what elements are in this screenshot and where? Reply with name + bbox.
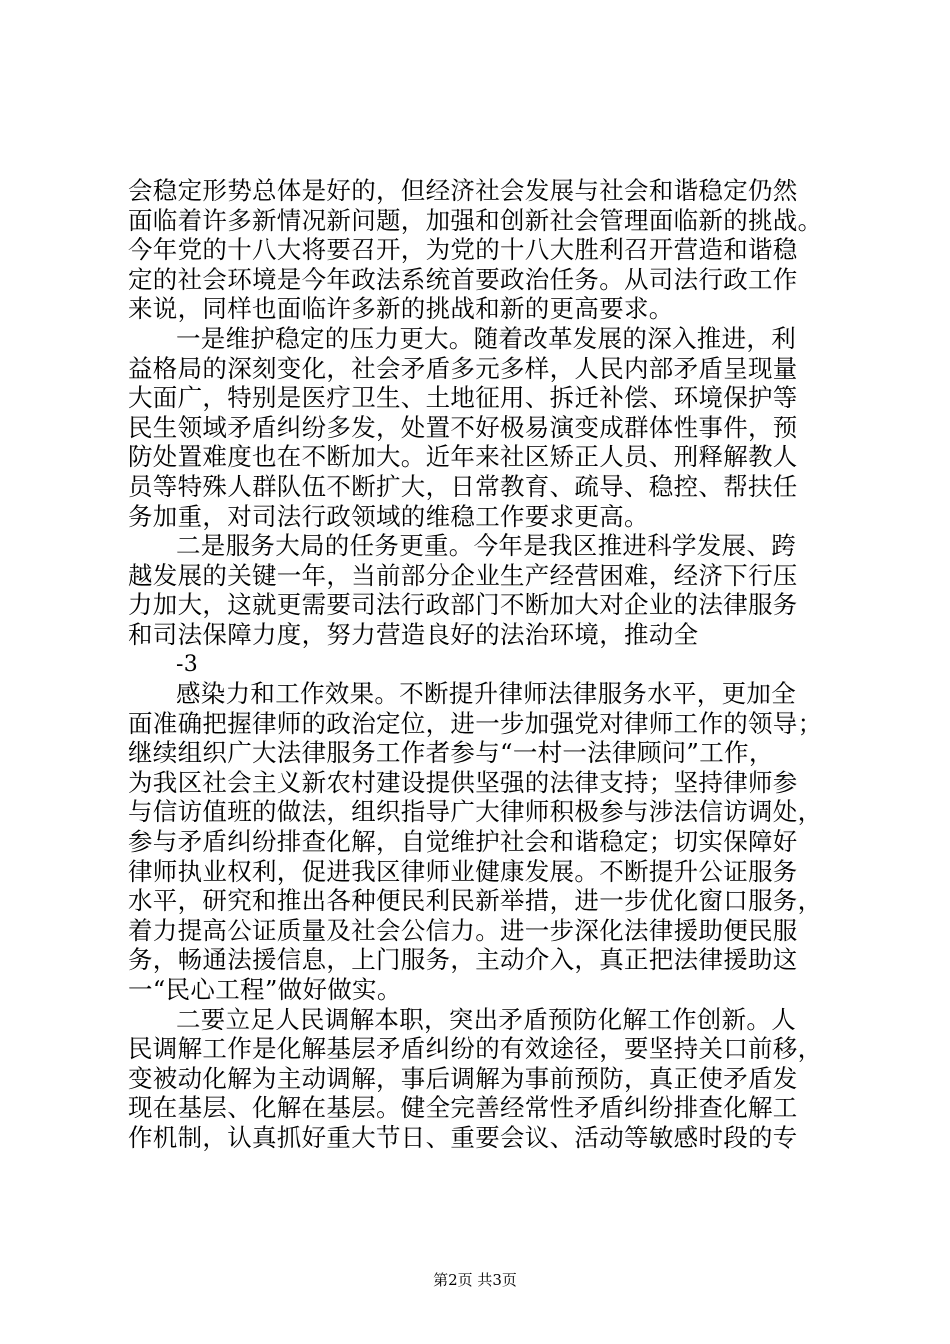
text-line: 民调解工作是化解基层矛盾纠纷的有效途径，要坚持关口前移， <box>128 1034 823 1064</box>
text-line: 务加重，对司法行政领域的维稳工作要求更高。 <box>128 501 649 531</box>
text-line: 变被动化解为主动调解，事后调解为事前预防，真正使矛盾发 <box>128 1063 798 1093</box>
paragraph-start-line: 二是服务大局的任务更重。今年是我区推进科学发展、跨 <box>176 531 796 561</box>
text-line: 着力提高公证质量及社会公信力。进一步深化法律援助便民服 <box>128 915 798 945</box>
text-line: 力加大，这就更需要司法行政部门不断加大对企业的法律服务 <box>128 590 798 620</box>
text-line: 一“民心工程”做好做实。 <box>128 975 402 1005</box>
text-line: 务，畅通法援信息，上门服务，主动介入，真正把法律援助这 <box>128 945 798 975</box>
text-line: 和司法保障力度，努力营造良好的法治环境，推动全 <box>128 619 699 649</box>
text-line: 面准确把握律师的政治定位，进一步加强党对律师工作的领导； <box>128 708 823 738</box>
text-line: 会稳定形势总体是好的，但经济社会发展与社会和谐稳定仍然 <box>128 176 798 205</box>
text-line: 来说，同样也面临许多新的挑战和新的更高要求。 <box>128 294 674 324</box>
text-line: 与信访值班的做法，组织指导广大律师积极参与涉法信访调处， <box>128 797 823 827</box>
text-line: 作机制，认真抓好重大节日、重要会议、活动等敏感时段的专 <box>128 1123 798 1152</box>
text-line: 水平，研究和推出各种便民利民新举措，进一步优化窗口服务， <box>128 886 823 916</box>
text-line: 继续组织广大法律服务工作者参与“一村一法律顾问”工作， <box>128 738 774 768</box>
paragraph-start-line: 二要立足人民调解本职，突出矛盾预防化解工作创新。人 <box>176 1004 796 1034</box>
text-line: 员等特殊人群队伍不断扩大，日常教育、疏导、稳控、帮扶任 <box>128 471 798 501</box>
text-line: 参与矛盾纠纷排查化解，自觉维护社会和谐稳定；切实保障好 <box>128 827 798 857</box>
text-line: 益格局的深刻变化，社会矛盾多元多样，人民内部矛盾呈现量 <box>128 353 798 383</box>
text-line: 越发展的关键一年，当前部分企业生产经营困难，经济下行压 <box>128 560 798 590</box>
text-line: 律师执业权利，促进我区律师业健康发展。不断提升公证服务 <box>128 856 798 886</box>
text-line: 面临着许多新情况新问题，加强和创新社会管理面临新的挑战。 <box>128 205 823 235</box>
page-footer: 第2页 共3页 <box>433 1271 517 1289</box>
paragraph-start-line: 一是维护稳定的压力更大。随着改革发展的深入推进，利 <box>176 323 796 353</box>
body-text <box>128 176 828 1153</box>
text-line: 防处置难度也在不断加大。近年来社区矫正人员、刑释解教人 <box>128 442 798 472</box>
text-line: 定的社会环境是今年政法系统首要政治任务。从司法行政工作 <box>128 264 798 294</box>
text-line: 今年党的十八大将要召开，为党的十八大胜利召开营造和谐稳 <box>128 235 798 265</box>
text-line: 民生领域矛盾纠纷多发，处置不好极易演变成群体性事件，预 <box>128 412 798 442</box>
text-line: 现在基层、化解在基层。健全完善经常性矛盾纠纷排查化解工 <box>128 1093 798 1123</box>
text-line: 大面广，特别是医疗卫生、土地征用、拆迁补偿、环境保护等 <box>128 383 798 413</box>
paragraph-start-line: 感染力和工作效果。不断提升律师法律服务水平，更加全 <box>176 679 796 709</box>
page-marker: -3 <box>176 651 199 677</box>
text-line: 为我区社会主义新农村建设提供坚强的法律支持；坚持律师参 <box>128 767 798 797</box>
